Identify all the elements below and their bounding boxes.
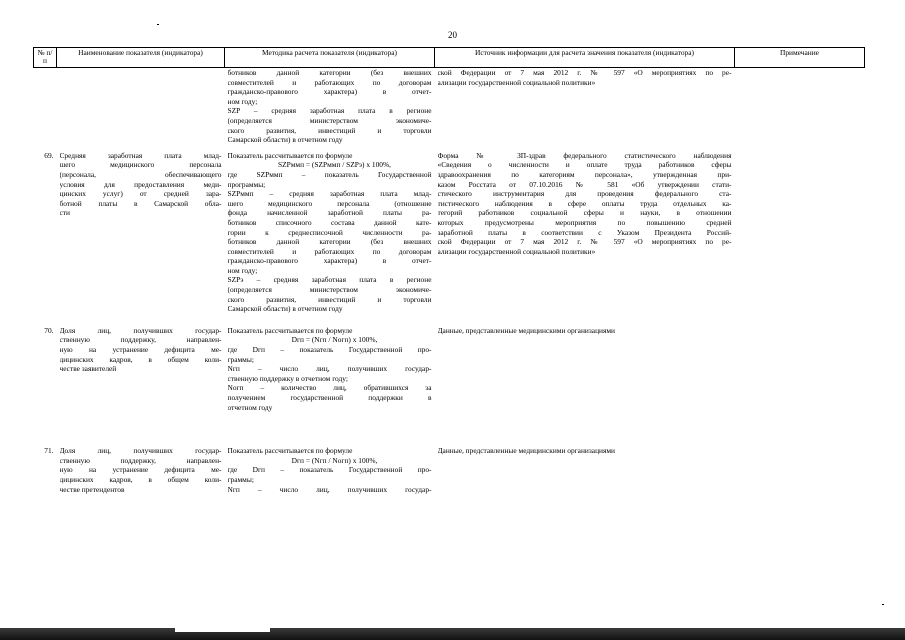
row-number: 69. <box>44 150 54 160</box>
cell-indicator-name: Доля лиц, получивших государ- ственную поддержку, направлен- ную на устранение дефицита ме- дицинских кадров, в общем коли- честве претендентов <box>59 446 222 494</box>
cell-method: Показатель рассчитывается по формуле SZPммп = (SZPммп / SZPэ) х 100%, где SZPммп – показатель Государственной программы; SZPммп – средняя заработная плата млад- шего медицинского персонала (отношение фонда начисленной заработной платы ра- ботников списочного состава данной кате- гории к среднесписочной численности ра- ботников данной категории (без внешних совместителей и работающих по договорам гражданско-правового характера) в отчет- ном году; SZPэ – средняя заработная плата в регионе (определяется министерством экономиче- ского развития, инвестиций и торговли Самарской области) в отчетном году <box>227 150 432 314</box>
cell-method: Показатель рассчитывается по формуле Dгп = (Nгп / Nогп) х 100%, где Dгп – показатель Государственной про- граммы; Nгп – число лиц, получивших государ- ственную поддержку в отчетном году; Nогп – количество лиц, обратившихся за получением государственной поддержки в отчетном году <box>227 325 432 412</box>
row-number: 70. <box>44 325 54 335</box>
formula: SZPммп = (SZPммп / SZPэ) х 100%, <box>277 160 391 170</box>
header-note: Примечание <box>735 48 865 68</box>
cell-note <box>735 446 865 494</box>
scan-speck <box>882 604 884 605</box>
page-number: 20 <box>448 30 457 40</box>
formula: Dгп = (Nгп / Nогп) х 100%, <box>291 335 378 345</box>
table-row <box>34 151 865 314</box>
cell-source: Данные, представленные медицинскими организациями <box>437 325 616 335</box>
cell-source: Форма № ЗП-здрав федерального статистического наблюдения «Сведения о численности и оплате труда работников сферы здравоохранения по категориям персонала», утвержденная при- казом Росстата от 07.10.2016 № 581 «Об утверждении стати- стического инструментария для проведения федерального ста- тистического наблюдения в сфере оплаты труда отдельных ка- тегорий работников социальной сферы и науки, в отношении которых предусмотрены мероприятия по повышению средней заработной платы в соответствии с Указом Президента Россий- ской Федерации от 7 мая 2012 г. № 597 «О мероприятиях по ре- ализации государственной социальной политики» <box>437 150 732 256</box>
cell-indicator-name: Средняя заработная плата млад- шего медицинского персонала (персонала, обеспечивающего условия для предоставления меди- цинских услуг) от средней зара- ботной платы в Самарской обла- сти <box>59 150 222 218</box>
cell-note <box>735 151 865 314</box>
cell-source: Данные, представленные медицинскими организациями <box>437 446 616 456</box>
cell-method: ботников данной категории (без внешних совместителей и работающих по договорам гражданско-правового характера) в отчет- ном году; SZP – средняя заработная плата в регионе (определяется министерством экономиче- ского развития, инвестиций и торговли Самарской области) в отчетном году <box>227 68 432 145</box>
header-information-source: Источник информации для расчета значения показателя (индикатора) <box>435 48 735 68</box>
table-row <box>34 446 865 494</box>
header-calculation-method: Методика расчета показателя (индикатора) <box>225 48 435 68</box>
header-indicator-name: Наименование показателя (индикатора) <box>57 48 225 68</box>
cell-method: Показатель рассчитывается по формуле Dгп = (Nгп / Nогп) х 100%, где Dгп – показатель Государственной про- граммы; Nгп – число лиц, получивших государ- <box>227 446 432 494</box>
header-num: № п/п <box>34 48 57 68</box>
table-header-row <box>34 48 865 68</box>
formula: Dгп = (Nгп / Nогп) х 100%, <box>291 455 378 465</box>
cell-source: ской Федерации от 7 мая 2012 г. № 597 «О мероприятиях по ре- ализации государственной социальной политики» <box>437 68 732 87</box>
table-row-continuation <box>34 68 865 145</box>
scan-speck <box>157 24 159 25</box>
cell-indicator-name: Доля лиц, получивших государ- ственную поддержку, направлен- ную на устранение дефицита ме- дицинских кадров, в общем коли- честве заявителей <box>59 325 222 374</box>
table-row <box>34 326 865 412</box>
row-number: 71. <box>44 446 54 456</box>
cell-note <box>735 326 865 412</box>
scan-bottom-edge <box>0 628 905 640</box>
indicator-table <box>33 47 865 494</box>
